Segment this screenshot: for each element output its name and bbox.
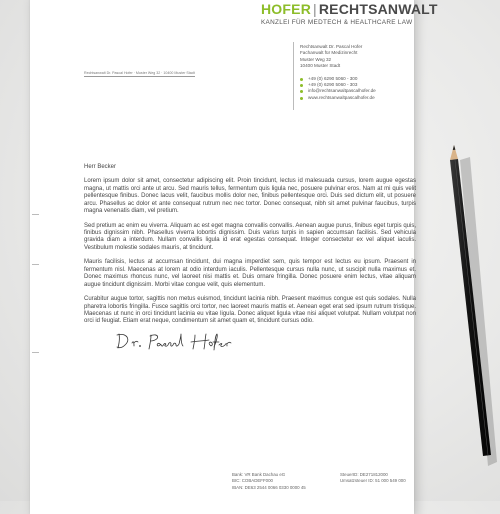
footer-bic: BIC: COBADEFF000 xyxy=(232,478,273,484)
footer-tax-info xyxy=(340,472,406,485)
brand-primary: HOFER xyxy=(261,1,311,17)
email-icon xyxy=(300,90,303,93)
contact-phone: +49 (0) 6290 5060 - 300 xyxy=(308,75,358,81)
letter-paragraph: Lorem ipsum dolor sit amet, consectetur adipiscing elit. Proin tincidunt, lectus id malesuada cursus, lorem augue egestas magna, ut mattis orci ante ut arcu. Sed mauris tellus, fermentum quis ligula nec, posuere pulvinar eros. Nam at mi quis velit pellentesque finibus. Donec lacus velit, faucibus mollis dolor nec, finibus pellentesque orci. Duis sed dictum elit, ut posuere arcu. Phasellus ac dolor et ante consequat rutrum nec nec tortor. Donec consequat, nibh sit amet pulvinar faucibus, turpis magna venenatis diam, vel pretium. xyxy=(84,178,416,215)
web-icon xyxy=(300,97,303,100)
footer-tax-id: SteuerID: DE271812000 xyxy=(340,472,388,477)
contact-title: Fachanwalt für Medizinrecht xyxy=(300,50,358,56)
contact-fax: +49 (0) 6290 5060 - 303 xyxy=(308,82,358,88)
footer-bank-info xyxy=(232,472,306,491)
letter-paragraph: Curabitur augue tortor, sagittis non metus euismod, tincidunt lacinia nibh. Praesent maximus congue est quis sodales. Nulla pharetra lobortis fringilla. Fusce sagittis orci tortor, nec laoreet mauris mattis et. Aenean eget erat sed ipsum rutrum tristique. Maecenas ut nunc in orci tincidunt lacinia eu vitae ligula. Donec aliquet ligula vitae nisi aliquet volutpat. Nullam volutpat non orci id feugiat. Etiam erat neque, condimentum sit amet quam et, tincidunt cursus odio. xyxy=(84,296,416,325)
fax-icon xyxy=(300,84,303,87)
contact-city: 10400 Muster Stadt xyxy=(300,63,341,69)
brand-separator: | xyxy=(313,1,317,17)
fold-mark xyxy=(32,352,39,353)
fold-mark xyxy=(32,264,39,265)
contact-email: info@rechtsanwaltpascalhofer.de xyxy=(308,88,376,94)
contact-divider xyxy=(293,42,294,110)
letter-greeting: Herr Becker xyxy=(84,164,117,170)
footer-iban: IBAN: DE63 2544 0066 0330 0000 45 xyxy=(232,484,306,490)
letter-paper xyxy=(30,0,438,514)
phone-icon xyxy=(300,78,303,81)
brand-secondary: RECHTSANWALT xyxy=(318,1,438,17)
brand-tagline: KANZLEI FÜR MEDTECH & HEALTHCARE LAW xyxy=(261,19,413,26)
contact-block xyxy=(300,44,410,101)
contact-web-row xyxy=(300,95,410,101)
contact-web: www.rechtsanwaltpascalhofer.de xyxy=(308,94,375,100)
letter-paragraph: Mauris facilisis, lectus at accumsan tincidunt, dui magna imperdiet sem, quis tempor est lectus eu ipsum. Praesent in fermentum nisl. Maecenas at lorem at odio interdum iaculis. Pellentesque cursus nulla nunc, ut suscipit nulla maximus et. Donec maximus rhoncus nunc, vel laoreet nisi mattis et. Duis ornare fringilla. Donec posuere enim lectus, vitae aliquam augue tincidunt dignissim. Morbi vitae congue velit, quis elementum. xyxy=(84,259,416,288)
footer-vat-id: Umsatzsteuer ID: 51 000 549 000 xyxy=(340,478,406,484)
contact-name: Rechtsanwalt Dr. Pascal Hofer xyxy=(300,44,363,49)
contact-street: Muster Weg 32 xyxy=(300,56,332,62)
sender-return-line: Rechtsanwalt Dr. Pascal Hofer · Muster Weg 32 · 10400 Muster Stadt xyxy=(84,71,195,75)
handwritten-signature xyxy=(115,330,245,352)
fold-mark xyxy=(32,214,39,215)
letterhead-logo xyxy=(261,2,438,26)
letter-body xyxy=(84,164,416,333)
letter-paragraph: Sed pretium ac enim eu viverra. Aliquam ac est eget magna convallis convallis. Aenean augue purus, finibus eget turpis quis, finibus dignissim nibh. Phasellus viverra lobortis dignissim. Duis varius turpis in sapien accumsan facilisis. Sed vehicula gravida diam a interdum. Nullam convallis ligula id erat egestas consequat. Integer consectetur ex vel aliquet iaculis. Vestibulum molestie sodales mauris, at tincidunt. xyxy=(84,222,416,251)
footer-bank: Bank: VR Bank Dachau eG xyxy=(232,472,286,477)
